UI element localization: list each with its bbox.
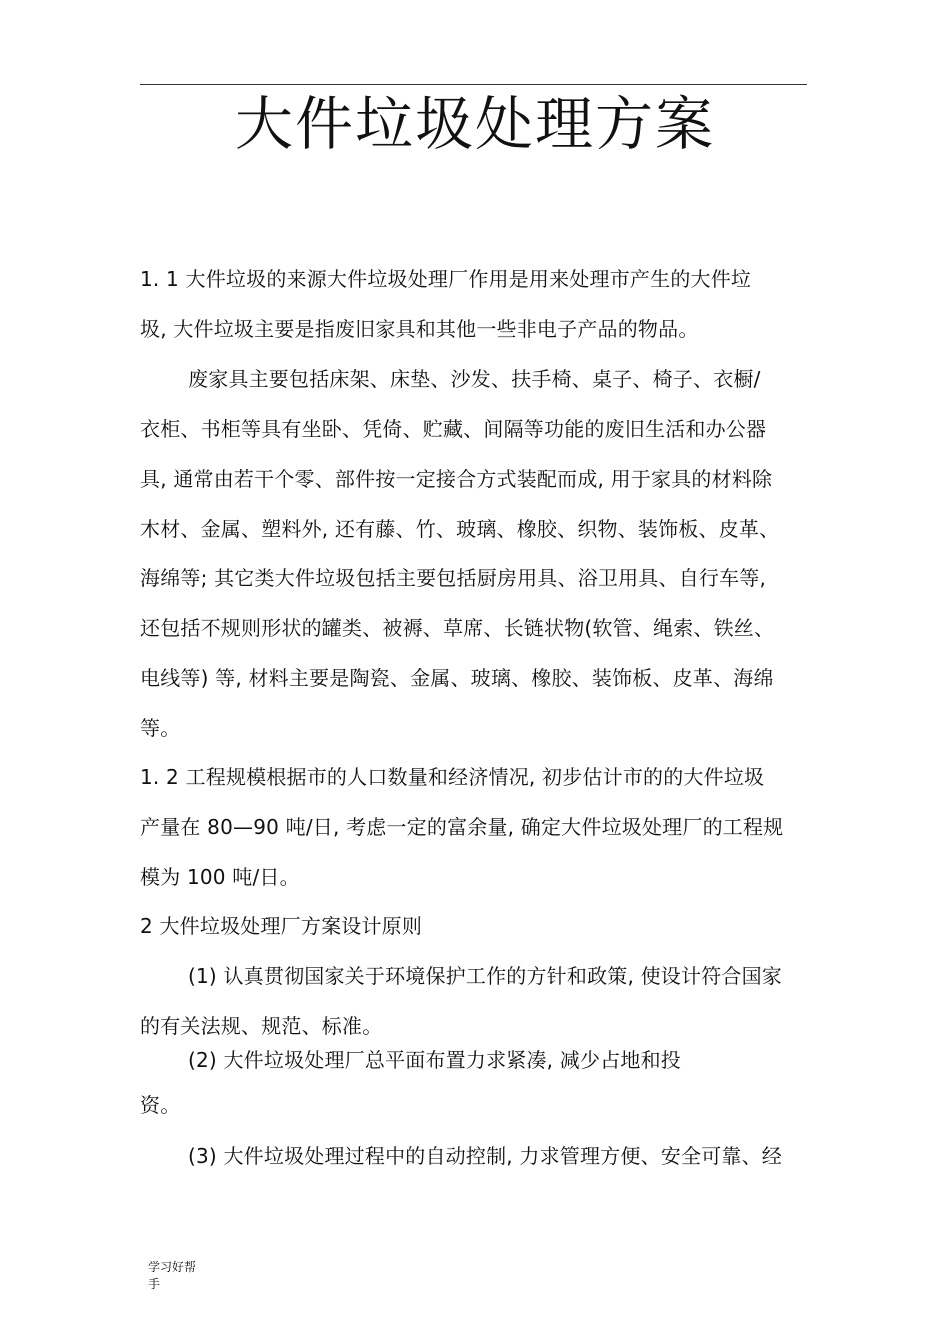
body-line: 1. 1 大件垃圾的来源大件垃圾处理厂作用是用来处理市产生的大件垃	[140, 267, 752, 291]
section-heading: 2 大件垃圾处理厂方案设计原则	[140, 914, 423, 938]
body-line: 资。	[140, 1093, 181, 1117]
body-line: 衣柜、书柜等具有坐卧、凭倚、贮藏、间隔等功能的废旧生活和办公器	[140, 417, 767, 441]
body-line: 模为 100 吨/日。	[140, 865, 300, 889]
body-line: 具, 通常由若干个零、部件按一定接合方式装配而成, 用于家具的材料除	[140, 467, 773, 491]
body-line: 废家具主要包括床架、床垫、沙发、扶手椅、桌子、椅子、衣橱/	[188, 367, 761, 391]
body-line: 电线等) 等, 材料主要是陶瓷、金属、玻璃、橡胶、装饰板、皮革、海绵	[140, 666, 774, 690]
body-line: (3) 大件垃圾处理过程中的自动控制, 力求管理方便、安全可靠、经	[188, 1144, 783, 1168]
body-line: 产量在 80—90 吨/日, 考虑一定的富余量, 确定大件垃圾处理厂的工程规	[140, 815, 784, 839]
body-line: (2) 大件垃圾处理厂总平面布置力求紧凑, 减少占地和投	[188, 1048, 682, 1072]
body-line: 还包括不规则形状的罐类、被褥、草席、长链状物(软管、绳索、铁丝、	[140, 616, 775, 640]
body-line: 的有关法规、规范、标准。	[140, 1014, 383, 1038]
body-line: 圾, 大件垃圾主要是指废旧家具和其他一些非电子产品的物品。	[140, 317, 699, 341]
document-title: 大件垃圾处理方案	[234, 90, 715, 158]
body-line: 海绵等; 其它类大件垃圾包括主要包括厨房用具、浴卫用具、自行车等,	[140, 566, 767, 590]
header-rule	[140, 84, 807, 85]
footer-text-line1: 学习好帮	[148, 1260, 197, 1274]
footer-text-line2: 手	[148, 1277, 161, 1291]
body-line: 1. 2 工程规模根据市的人口数量和经济情况, 初步估计市的的大件垃圾	[140, 765, 765, 789]
body-line: 木材、金属、塑料外, 还有藤、竹、玻璃、橡胶、织物、装饰板、皮革、	[140, 517, 780, 541]
body-line: (1) 认真贯彻国家关于环境保护工作的方针和政策, 使设计符合国家	[188, 964, 783, 988]
body-line: 等。	[140, 716, 181, 740]
